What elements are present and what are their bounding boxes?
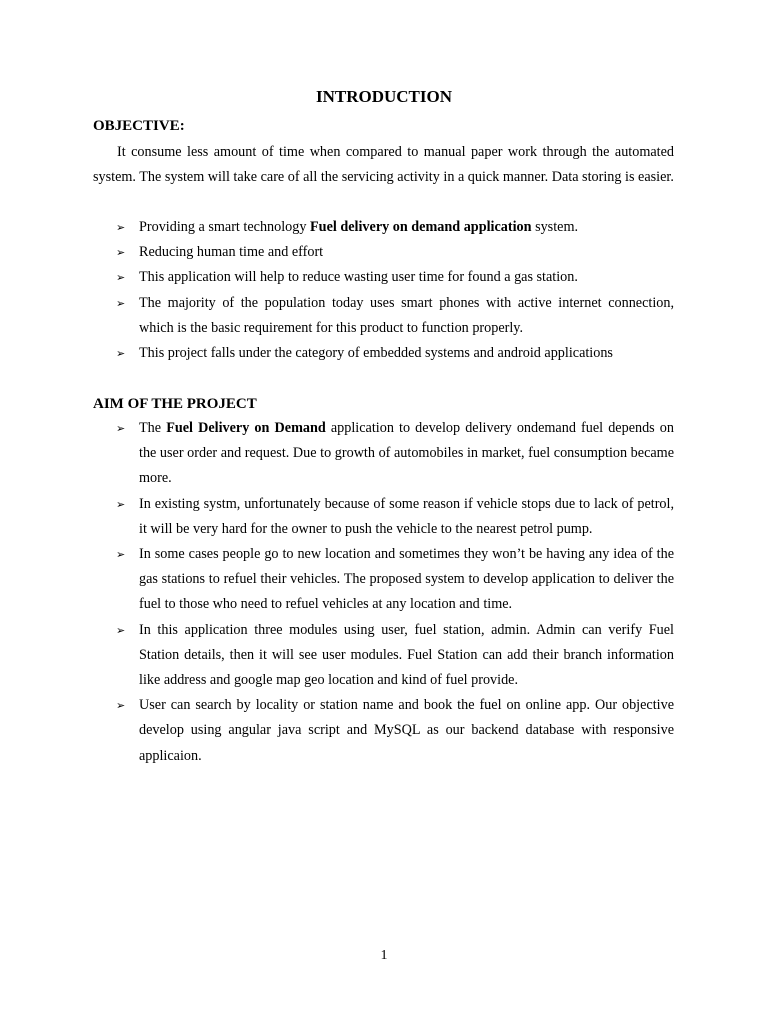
objective-bullet-list [116, 215, 674, 366]
arrow-bullet-icon: ➢ [116, 623, 126, 637]
arrow-bullet-icon: ➢ [116, 497, 126, 511]
list-item: ➢ Providing a smart technology Fuel delivery on demand application system. [116, 215, 674, 240]
arrow-bullet-icon: ➢ [116, 699, 126, 713]
list-item: ➢ The majority of the population today uses smart phones with active internet connection, which is the basic requirement for this product to function properly. [116, 291, 674, 341]
page-title: INTRODUCTION [315, 87, 453, 106]
objective-heading: OBJECTIVE: [93, 118, 185, 134]
list-item: ➢ This project falls under the category of embedded systems and android applications [116, 341, 674, 366]
arrow-bullet-icon: ➢ [116, 296, 126, 310]
list-item: ➢ This application will help to reduce wasting user time for found a gas station. [116, 265, 674, 290]
list-item: ➢ In existing systm, unfortunately because of some reason if vehicle stops due to lack of petrol, it will be very hard for the owner to push the vehicle to the nearest petrol pump. [116, 492, 674, 542]
page-number: 1 [380, 948, 388, 963]
list-item: ➢ User can search by locality or station name and book the fuel on online app. Our objective develop using angular java script and MySQL as our backend database with responsive applicaion. [116, 693, 674, 769]
arrow-bullet-icon: ➢ [116, 271, 126, 285]
arrow-bullet-icon: ➢ [116, 347, 126, 361]
arrow-bullet-icon: ➢ [116, 548, 126, 562]
aim-bullet-list [116, 416, 674, 769]
arrow-bullet-icon: ➢ [116, 221, 126, 234]
objective-paragraph: It consume less amount of time when compared to manual paper work through the automated system. The system will take care of all the servicing activity in a quick manner. Data storing is easier. [93, 144, 674, 186]
list-item: ➢ In this application three modules using user, fuel station, admin. Admin can verify Fuel Station details, then it will see user modules. Fuel Station can add their branch information like address and google map geo location and kind of fuel provide. [116, 618, 674, 694]
list-item: ➢ The Fuel Delivery on Demand application to develop delivery ondemand fuel depends on the user order and request. Due to growth of automobiles in market, fuel consumption became more. [116, 416, 674, 492]
arrow-bullet-icon: ➢ [116, 422, 126, 435]
aim-heading: AIM OF THE PROJECT [93, 396, 257, 412]
arrow-bullet-icon: ➢ [116, 246, 126, 260]
list-item: ➢ In some cases people go to new location and sometimes they won’t be having any idea of the gas stations to refuel their vehicles. The proposed system to develop application to deliver the fuel to those who need to refuel vehicles at any location and time. [116, 542, 674, 618]
list-item: ➢ Reducing human time and effort [116, 240, 674, 265]
